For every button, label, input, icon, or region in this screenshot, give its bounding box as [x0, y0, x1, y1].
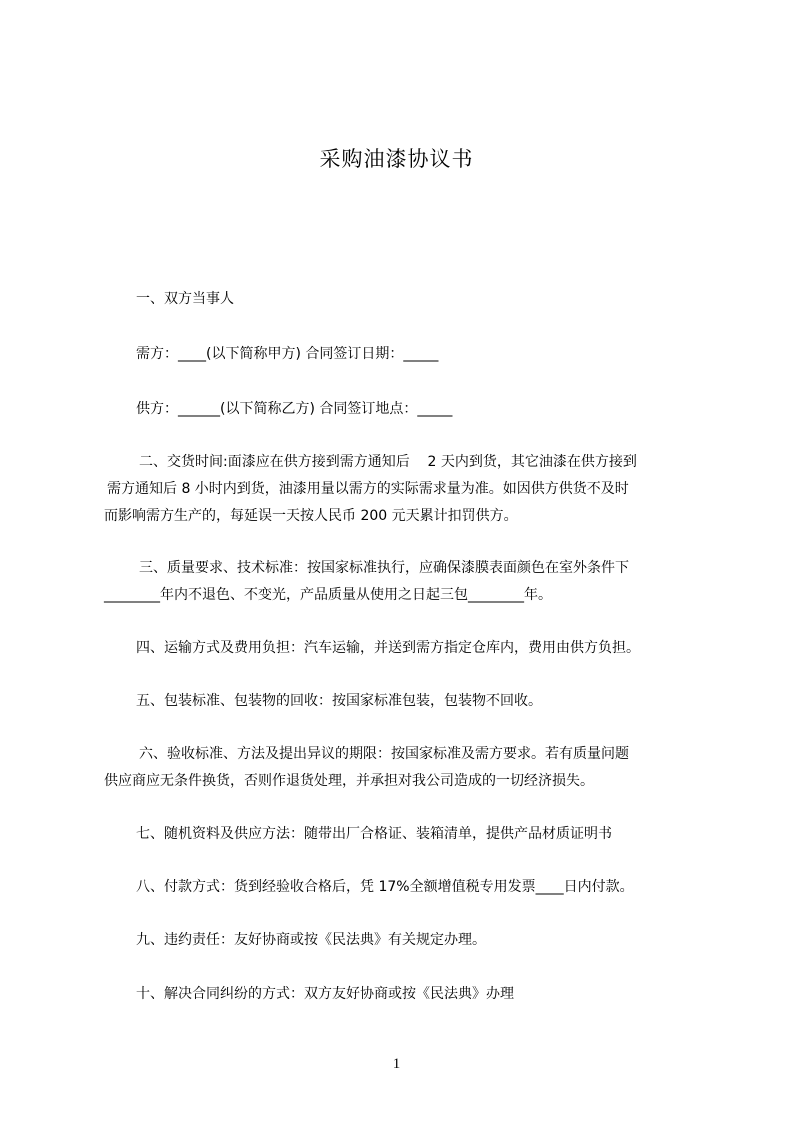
page-number: 1 [392, 1056, 401, 1072]
delivery-line-3: 而影响需方生产的，每延误一天按人民币 200 元天累计扣罚供方。 [104, 508, 518, 524]
packaging-clause: 五、包装标准、包装物的回收：按国家标准包装，包装物不回收。 [136, 693, 542, 709]
delivery-line-1: 二、交货时间:面漆应在供方接到需方通知后 2 天内到货，其它油漆在供方接到 [139, 454, 637, 470]
supplier-line: 供方：______(以下简称乙方) 合同签订地点：_____ [136, 401, 453, 417]
quality-line-2: ________年内不退色、不变光，产品质量从使用之日起三包________年。 [104, 587, 552, 603]
transport-clause: 四、运输方式及费用负担：汽车运输，并送到需方指定仓库内，费用由供方负担。 [136, 640, 640, 656]
acceptance-line-2: 供应商应无条件换货，否则作退货处理，并承担对我公司造成的一切经济损失。 [104, 773, 594, 789]
payment-clause: 八、付款方式：货到经验收合格后，凭 17%全额增值税专用发票____日内付款。 [136, 879, 634, 895]
acceptance-line-1: 六、验收标准、方法及提出异议的期限：按国家标准及需方要求。若有质量问题 [139, 746, 629, 762]
quality-line-1: 三、质量要求、技术标准：按国家标准执行，应确保漆膜表面颜色在室外条件下 [139, 560, 629, 576]
liability-clause: 九、违约责任：友好协商或按《民法典》有关规定办理。 [136, 932, 486, 948]
dispute-clause: 十、解决合同纠纷的方式：双方友好协商或按《民法典》办理 [136, 986, 514, 1002]
buyer-line: 需方：____(以下简称甲方) 合同签订日期：_____ [136, 346, 439, 362]
document-title: 采购油漆协议书 [319, 147, 474, 171]
documents-clause: 七、随机资料及供应方法：随带出厂合格证、装箱清单，提供产品材质证明书 [136, 826, 612, 842]
section-1-heading: 一、双方当事人 [136, 291, 234, 307]
delivery-line-2: 需方通知后 8 小时内到货，油漆用量以需方的实际需求量为准。如因供方供货不及时 [107, 481, 629, 497]
